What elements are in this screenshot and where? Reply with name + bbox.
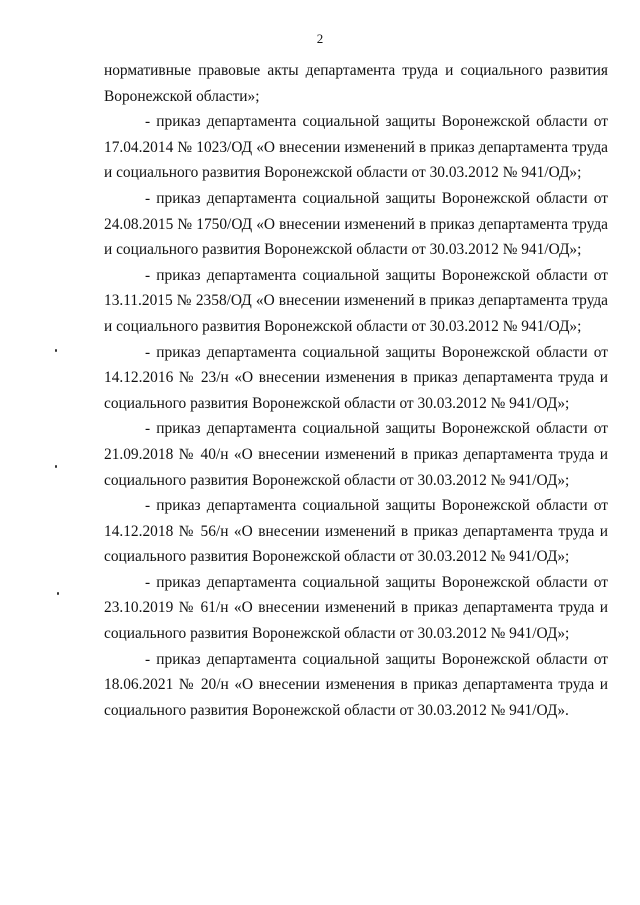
list-item-order-2021: - приказ департамента социальной защиты Воронежской области от 18.06.2021 № 20/н «О внесении изменения в приказ департамента труда и социального развития Воронежской области от 30.03.2012 № 941/ОД».: [104, 650, 608, 719]
list-item-order-2014: - приказ департамента социальной защиты Воронежской области от 17.04.2014 № 1023/ОД «О внесении изменений в приказ департамента труда и социального развития Воронежской области от 30.03.2012 № 941/ОД»;: [104, 113, 608, 182]
list-item-order-2015-aug: - приказ департамента социальной защиты Воронежской области от 24.08.2015 № 1750/ОД «О внесении изменений в приказ департамента труда и социального развития Воронежской области от 30.03.2012 № 941/ОД»;: [104, 189, 608, 259]
list-item-order-2015-nov: - приказ департамента социальной защиты Воронежской области от 13.11.2015 № 2358/ОД «О внесении изменений в приказ департамента труда и социального развития Воронежской области от 30.03.2012 № 941/ОД»;: [104, 266, 608, 335]
list-item-order-2019: - приказ департамента социальной защиты Воронежской области от 23.10.2019 № 61/н «О внесении изменений в приказ департамента труда и социального развития Воронежской области от 30.03.2012 № 941/ОД»;: [104, 573, 608, 643]
paragraph-continuation: нормативные правовые акты департамента труда и социального развития Воронежской области»;: [104, 62, 608, 105]
list-item-order-2018-sep: - приказ департамента социальной защиты Воронежской области от 21.09.2018 № 40/н «О внесении изменений в приказ департамента труда и социального развития Воронежской области от 30.03.2012 № 941/ОД»;: [104, 420, 608, 489]
scan-speck: [57, 592, 59, 595]
scan-speck: [55, 349, 57, 352]
list-item-order-2016: - приказ департамента социальной защиты Воронежской области от 14.12.2016 № 23/н «О внесении изменения в приказ департамента труда и социального развития Воронежской области от 30.03.2012 № 941/ОД»;: [104, 343, 608, 412]
scan-speck: [55, 465, 57, 468]
document-body: [104, 58, 608, 723]
list-item-order-2018-dec: - приказ департамента социальной защиты Воронежской области от 14.12.2018 № 56/н «О внесении изменений в приказ департамента труда и социального развития Воронежской области от 30.03.2012 № 941/ОД»;: [104, 497, 608, 566]
page-number: 2: [316, 31, 324, 46]
